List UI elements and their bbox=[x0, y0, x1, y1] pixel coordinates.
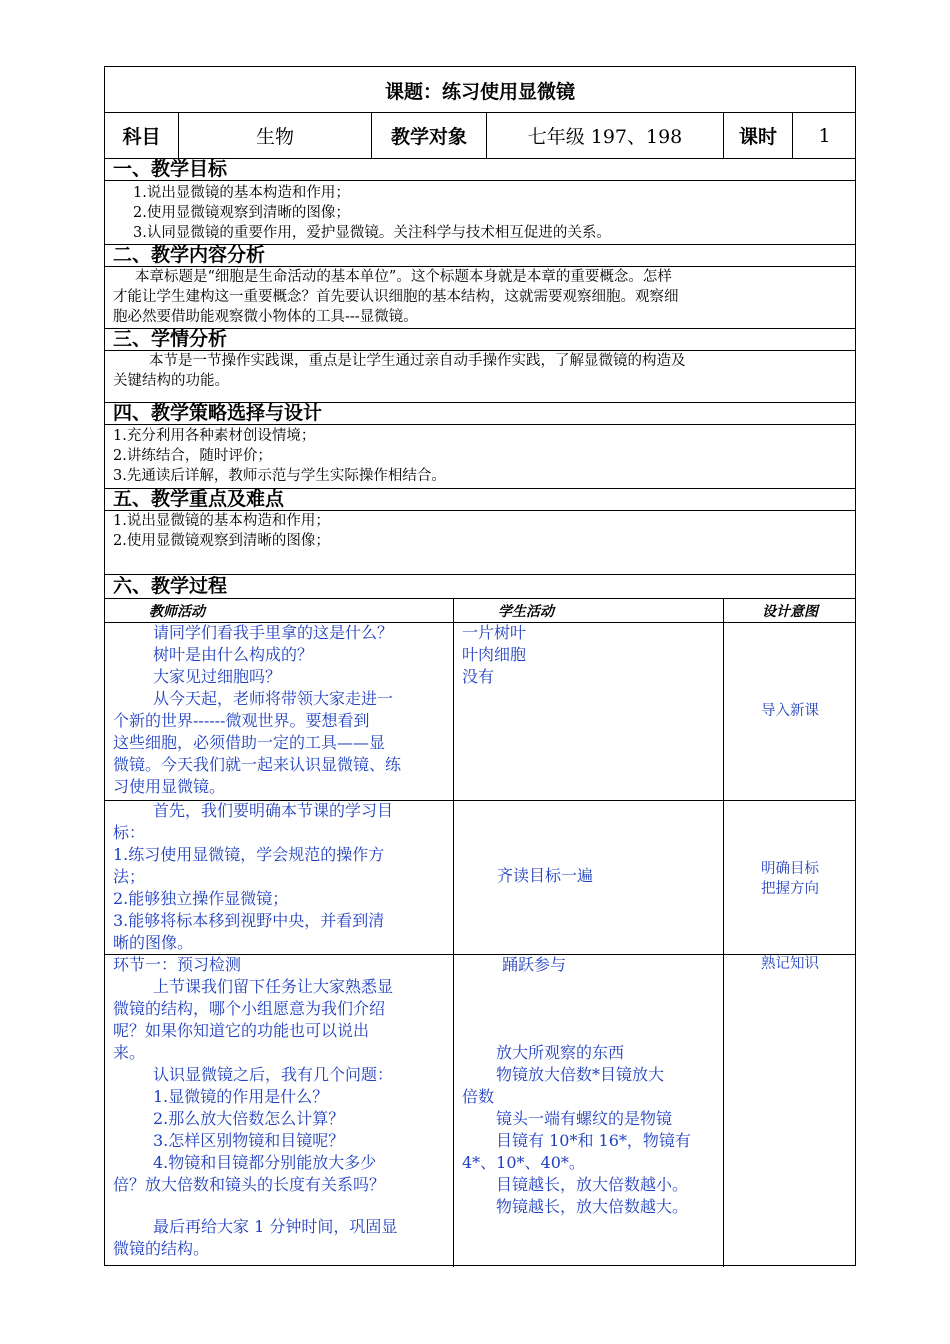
intent-text bbox=[724, 701, 856, 721]
audience-label: 教学对象 bbox=[372, 113, 487, 158]
section-process-heading-row bbox=[105, 575, 855, 599]
teacher-line: 2.能够独立操作显微镜； bbox=[113, 889, 289, 908]
learner-analysis-text bbox=[113, 351, 849, 391]
section-content-heading-row bbox=[105, 245, 855, 267]
student-line: 物镜放大倍数*目镜放大 bbox=[496, 1065, 665, 1084]
student-line: 叶肉细胞 bbox=[462, 645, 527, 664]
section-objectives-heading-row bbox=[105, 159, 855, 181]
section-content-body bbox=[105, 267, 855, 329]
hours-value: 1 bbox=[818, 124, 831, 147]
teacher-line: 来。 bbox=[113, 1043, 146, 1062]
teacher-text bbox=[113, 954, 447, 1260]
teacher-line: 微镜的结构，哪个小组愿意为我们介绍 bbox=[113, 999, 386, 1018]
teacher-line: 认识显微镜之后，我有几个问题： bbox=[153, 1065, 394, 1084]
teacher-cell bbox=[105, 801, 454, 954]
intent-text bbox=[724, 859, 856, 899]
audience-value: 七年级 197、198 bbox=[487, 113, 724, 158]
teacher-line: 最后再给大家 1 分钟时间，巩固显 bbox=[153, 1217, 398, 1236]
teacher-line: 树叶是由什么构成的？ bbox=[153, 645, 314, 664]
lesson-plan-table bbox=[104, 66, 856, 1266]
teacher-line: 大家见过细胞吗？ bbox=[153, 667, 282, 686]
info-row bbox=[105, 113, 855, 159]
teacher-line: 请同学们看我手里拿的这是什么？ bbox=[153, 623, 394, 642]
intent-cell bbox=[724, 801, 856, 954]
teacher-cell bbox=[105, 623, 454, 800]
section-heading: 六、教学过程 bbox=[113, 575, 228, 597]
teacher-line: 4.物镜和目镜都分别能放大多少 bbox=[153, 1153, 377, 1172]
teacher-line: 3.能够将标本移到视野中央，并看到清 bbox=[113, 911, 385, 930]
section-heading: 三、学情分析 bbox=[113, 328, 228, 350]
student-line: 目镜越长，放大倍数越小。 bbox=[496, 1175, 689, 1194]
intent-line: 熟记知识 bbox=[761, 956, 819, 972]
section-keypoints-heading-row bbox=[105, 489, 855, 511]
teacher-line: 习使用显微镜。 bbox=[113, 777, 226, 796]
student-cell bbox=[454, 955, 724, 1267]
student-line: 放大所观察的东西 bbox=[496, 1043, 625, 1062]
teacher-line: 个新的世界------微观世界。要想看到 bbox=[113, 711, 370, 730]
teacher-line: 从今天起，老师将带领大家走进一 bbox=[153, 689, 394, 708]
keypoints-text bbox=[113, 511, 849, 551]
student-line: 齐读目标一遍 bbox=[497, 866, 594, 885]
objective-line: 1.说出显微镜的基本构造和作用； bbox=[133, 185, 350, 201]
teacher-line: 首先，我们要明确本节课的学习目 bbox=[153, 801, 394, 820]
title-row bbox=[105, 67, 855, 113]
student-line: 物镜越长，放大倍数越大。 bbox=[496, 1197, 689, 1216]
student-line: 镜头一端有螺纹的是物镜 bbox=[496, 1109, 673, 1128]
teacher-line: 晰的图像。 bbox=[113, 933, 194, 952]
student-line: 踊跃参与 bbox=[502, 955, 567, 974]
strategy-line: 3.先通读后详解，教师示范与学生实际操作相结合。 bbox=[113, 468, 446, 484]
section-strategy-heading-row bbox=[105, 403, 855, 425]
section-keypoints-body bbox=[105, 511, 855, 575]
intent-line: 把握方向 bbox=[761, 881, 819, 897]
process-row bbox=[105, 623, 855, 801]
teacher-line: 3.怎样区别物镜和目镜呢？ bbox=[153, 1131, 345, 1150]
intent-line: 导入新课 bbox=[761, 703, 819, 719]
teacher-text bbox=[113, 800, 447, 954]
intent-cell bbox=[724, 623, 856, 800]
page-title: 课题：练习使用显微镜 bbox=[384, 81, 575, 103]
intent-text bbox=[724, 954, 856, 974]
keypoint-line: 2.使用显微镜观察到清晰的图像； bbox=[113, 533, 330, 549]
hours-label: 课时 bbox=[724, 113, 793, 158]
strategy-line: 2.讲练结合，随时评价； bbox=[113, 448, 272, 464]
teacher-line: 法； bbox=[113, 867, 146, 886]
teacher-line: 标： bbox=[113, 823, 146, 842]
objective-line: 3.认同显微镜的重要作用，爱护显微镜。关注科学与技术相互促进的关系。 bbox=[133, 225, 611, 241]
section-learner-heading-row bbox=[105, 329, 855, 351]
section-strategy-body bbox=[105, 425, 855, 489]
student-text bbox=[497, 865, 717, 887]
student-text bbox=[462, 954, 717, 1218]
student-line: 4*、10*、40*。 bbox=[462, 1153, 585, 1172]
teacher-line: 微镜。今天我们就一起来认识显微镜、练 bbox=[113, 755, 402, 774]
student-cell bbox=[454, 623, 724, 800]
content-line: 才能让学生建构这一重要概念？首先要认识细胞的基本结构，这就需要观察细胞。观察细 bbox=[113, 289, 679, 305]
student-line: 没有 bbox=[462, 667, 495, 686]
learner-line: 本节是一节操作实践课，重点是让学生通过亲自动手操作实践，了解显微镜的构造及 bbox=[149, 353, 686, 369]
col-intent-header: 设计意图 bbox=[762, 603, 818, 620]
keypoint-line: 1.说出显微镜的基本构造和作用； bbox=[113, 513, 330, 529]
teacher-line: 这些细胞，必须借助一定的工具——显 bbox=[113, 733, 386, 752]
student-text bbox=[462, 622, 717, 688]
content-line: 胞必然要借助能观察微小物体的工具---显微镜。 bbox=[113, 309, 418, 325]
student-line: 倍数 bbox=[462, 1087, 495, 1106]
subject-value: 生物 bbox=[179, 113, 372, 158]
section-heading: 一、教学目标 bbox=[113, 158, 228, 180]
subject-label: 科目 bbox=[105, 113, 179, 158]
section-learner-body bbox=[105, 351, 855, 403]
teacher-line: 微镜的结构。 bbox=[113, 1239, 210, 1258]
learner-line: 关键结构的功能。 bbox=[113, 373, 229, 389]
section-heading: 四、教学策略选择与设计 bbox=[113, 402, 323, 424]
student-cell bbox=[454, 801, 724, 954]
intent-line: 明确目标 bbox=[761, 861, 819, 877]
teacher-line: 呢？如果你知道它的功能也可以说出 bbox=[113, 1021, 370, 1040]
strategy-line: 1.充分利用各种素材创设情境； bbox=[113, 428, 316, 444]
teacher-line: 2.那么放大倍数怎么计算？ bbox=[153, 1109, 345, 1128]
section-objectives-body bbox=[105, 181, 855, 245]
objectives-text bbox=[133, 183, 849, 243]
teacher-line: 1.显微镜的作用是什么？ bbox=[153, 1087, 329, 1106]
content-analysis-text bbox=[113, 267, 849, 327]
teacher-line: 1.练习使用显微镜，学会规范的操作方 bbox=[113, 845, 385, 864]
student-line: 一片树叶 bbox=[462, 623, 527, 642]
teacher-line: 倍？放大倍数和镜头的长度有关系吗？ bbox=[113, 1175, 386, 1194]
process-row bbox=[105, 801, 855, 955]
col-student-header: 学生活动 bbox=[454, 599, 724, 622]
student-line: 目镜有 10*和 16*，物镜有 bbox=[496, 1131, 691, 1150]
content-line: 本章标题是“细胞是生命活动的基本单位”。这个标题本身就是本章的重要概念。怎样 bbox=[135, 269, 672, 285]
process-header-row bbox=[105, 599, 855, 623]
section-heading: 五、教学重点及难点 bbox=[113, 488, 285, 510]
teacher-text bbox=[113, 622, 447, 798]
intent-cell bbox=[724, 955, 856, 1267]
teacher-cell bbox=[105, 955, 454, 1267]
objective-line: 2.使用显微镜观察到清晰的图像； bbox=[133, 205, 350, 221]
col-teacher-header: 教师活动 bbox=[105, 599, 454, 622]
section-heading: 二、教学内容分析 bbox=[113, 244, 266, 266]
teacher-line: 环节一：预习检测 bbox=[113, 955, 242, 974]
process-row bbox=[105, 955, 855, 1267]
teacher-line: 上节课我们留下任务让大家熟悉显 bbox=[153, 977, 394, 996]
strategy-text bbox=[113, 426, 849, 486]
